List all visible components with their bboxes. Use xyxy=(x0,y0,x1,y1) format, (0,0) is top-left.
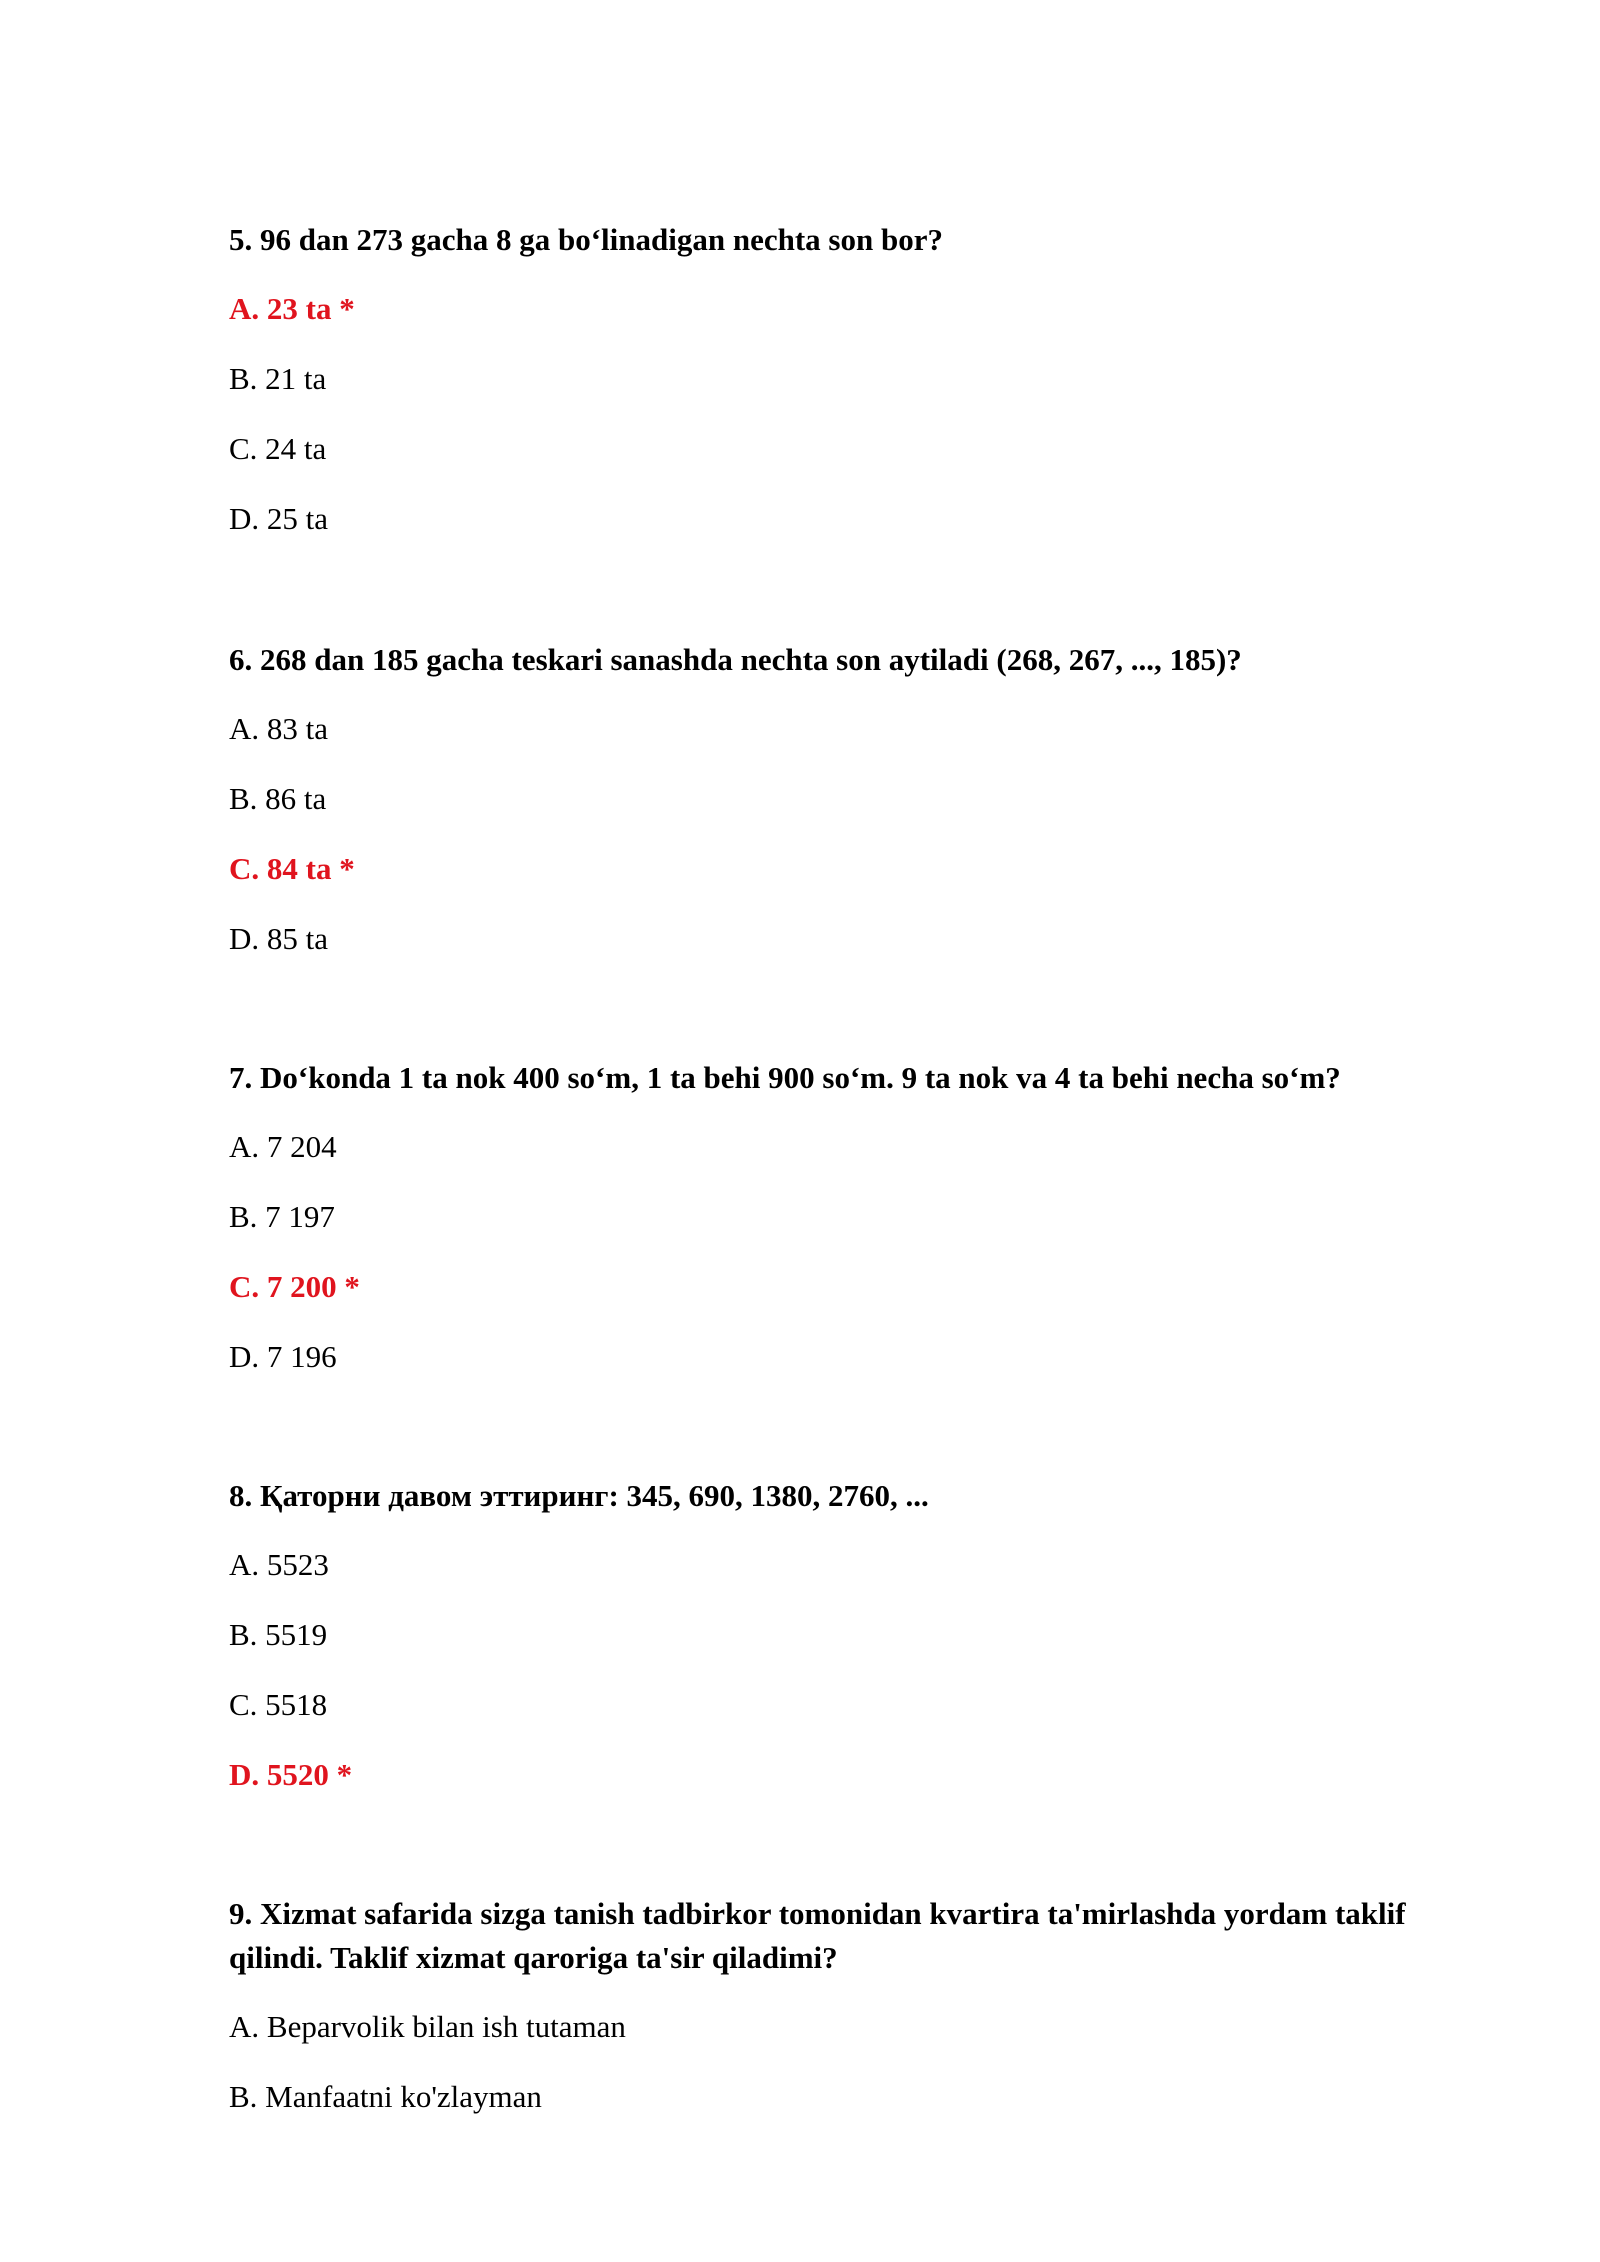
question-text: 6. 268 dan 185 gacha teskari sanashda nechta son aytiladi (268, 267, ..., 185)? xyxy=(229,642,1242,677)
answer-option: D. 5520 * xyxy=(229,1757,353,1792)
answer-option: D. 85 ta xyxy=(229,921,329,956)
answer-option: C. 7 200 * xyxy=(229,1269,360,1304)
answer-option: C. 5518 xyxy=(229,1687,328,1722)
question-8 xyxy=(229,1474,1469,1797)
answer-option: D. 7 196 xyxy=(229,1339,337,1374)
answer-option: B. Manfaatni ko'zlayman xyxy=(229,2079,542,2114)
answer-option: D. 25 ta xyxy=(229,501,329,536)
answer-option: B. 21 ta xyxy=(229,361,327,396)
answer-option: B. 7 197 xyxy=(229,1199,335,1234)
question-6 xyxy=(229,638,1469,961)
question-9 xyxy=(229,1892,1469,2119)
question-text: 8. Қаторни давом эттиринг: 345, 690, 1380, 2760, ... xyxy=(229,1478,929,1513)
question-7 xyxy=(229,1056,1469,1379)
answer-option: A. 5523 xyxy=(229,1547,329,1582)
answer-option: B. 5519 xyxy=(229,1617,328,1652)
question-text: 7. Do‘konda 1 ta nok 400 so‘m, 1 ta behi 900 so‘m. 9 ta nok va 4 ta behi necha so‘m? xyxy=(229,1060,1341,1095)
answer-option: C. 24 ta xyxy=(229,431,327,466)
answer-option: A. 83 ta xyxy=(229,711,329,746)
question-text: 9. Xizmat safarida sizga tanish tadbirkor tomonidan kvartira ta'mirlashda yordam taklif qilindi. Taklif xizmat qaroriga ta'sir qiladimi? xyxy=(229,1896,1406,1975)
answer-option: C. 84 ta * xyxy=(229,851,355,886)
question-text: 5. 96 dan 273 gacha 8 ga bo‘linadigan nechta son bor? xyxy=(229,222,943,257)
answer-option: A. 23 ta * xyxy=(229,291,355,326)
answer-option: B. 86 ta xyxy=(229,781,327,816)
answer-option: A. Beparvolik bilan ish tutaman xyxy=(229,2009,626,2044)
answer-option: A. 7 204 xyxy=(229,1129,337,1164)
question-5 xyxy=(229,218,1469,541)
